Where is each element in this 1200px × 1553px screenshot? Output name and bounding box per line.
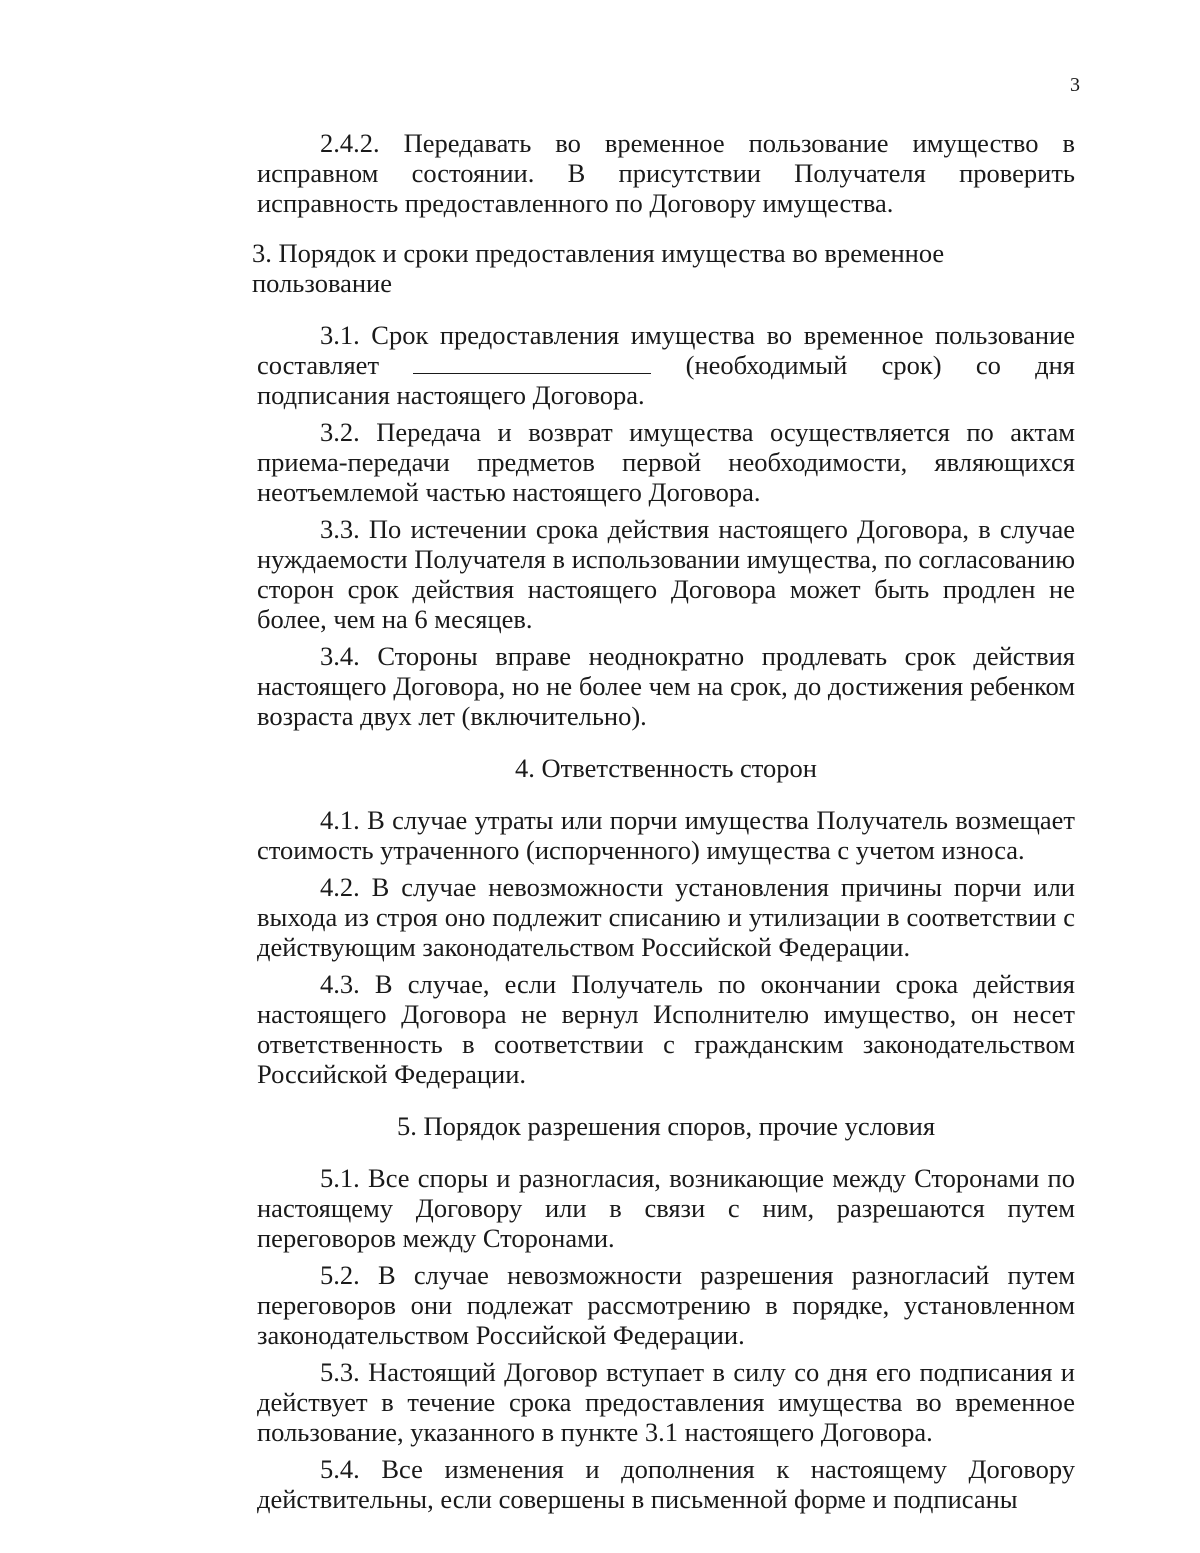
clause-3-1-start: 3.1. Срок предоставления имущества во временное пользование составляет — [257, 320, 1075, 380]
clause-5-1: 5.1. Все споры и разногласия, возникающие между Сторонами по настоящему Договору или в связи с ним, разрешаются путем переговоров между Сторонами. — [257, 1163, 1075, 1253]
clause-2-4-2: 2.4.2. Передавать во временное пользование имущество в исправном состоянии. В присутствии Получателя проверить исправность предоставленного по Договору имущества. — [257, 128, 1075, 218]
clause-3-1-end: (необходимый срок) со дня подписания настоящего Договора. — [257, 350, 1075, 410]
clause-4-1: 4.1. В случае утраты или порчи имущества Получатель возмещает стоимость утраченного (испорченного) имущества с учетом износа. — [257, 805, 1075, 865]
page-number: 3 — [1070, 74, 1080, 96]
clause-5-4: 5.4. Все изменения и дополнения к настоящему Договору действительны, если совершены в письменной форме и подписаны — [257, 1454, 1075, 1514]
clause-3-4: 3.4. Стороны вправе неоднократно продлевать срок действия настоящего Договора, но не более чем на срок, до достижения ребенком возраста двух лет (включительно). — [257, 641, 1075, 731]
clause-3-1 — [257, 320, 1075, 410]
clause-4-3: 4.3. В случае, если Получатель по окончании срока действия настоящего Договора не вернул Исполнителю имущество, он несет ответственность в соответствии с гражданским законодательством Российской Федерации. — [257, 969, 1075, 1089]
term-blank-line — [413, 351, 651, 374]
clause-3-2: 3.2. Передача и возврат имущества осуществляется по актам приема-передачи предметов первой необходимости, являющихся неотъемлемой частью настоящего Договора. — [257, 417, 1075, 507]
document-body — [252, 128, 1075, 1521]
section-4-title: 4. Ответственность сторон — [515, 753, 817, 783]
section-3-title: 3. Порядок и сроки предоставления имущества во временное пользование — [252, 238, 945, 298]
clause-3-3: 3.3. По истечении срока действия настоящего Договора, в случае нуждаемости Получателя в использовании имущества, по согласованию сторон срок действия настоящего Договора может быть продлен не более, чем на 6 месяцев. — [257, 514, 1075, 634]
clause-5-2: 5.2. В случае невозможности разрешения разногласий путем переговоров они подлежат рассмотрению в порядке, установленном законодательством Российской Федерации. — [257, 1260, 1075, 1350]
clause-5-3: 5.3. Настоящий Договор вступает в силу со дня его подписания и действует в течение срока предоставления имущества во временное пользование, указанного в пункте 3.1 настоящего Договора. — [257, 1357, 1075, 1447]
clause-4-2: 4.2. В случае невозможности установления причины порчи или выхода из строя оно подлежит списанию и утилизации в соответствии с действующим законодательством Российской Федерации. — [257, 872, 1075, 962]
section-5-title: 5. Порядок разрешения споров, прочие условия — [396, 1111, 936, 1141]
